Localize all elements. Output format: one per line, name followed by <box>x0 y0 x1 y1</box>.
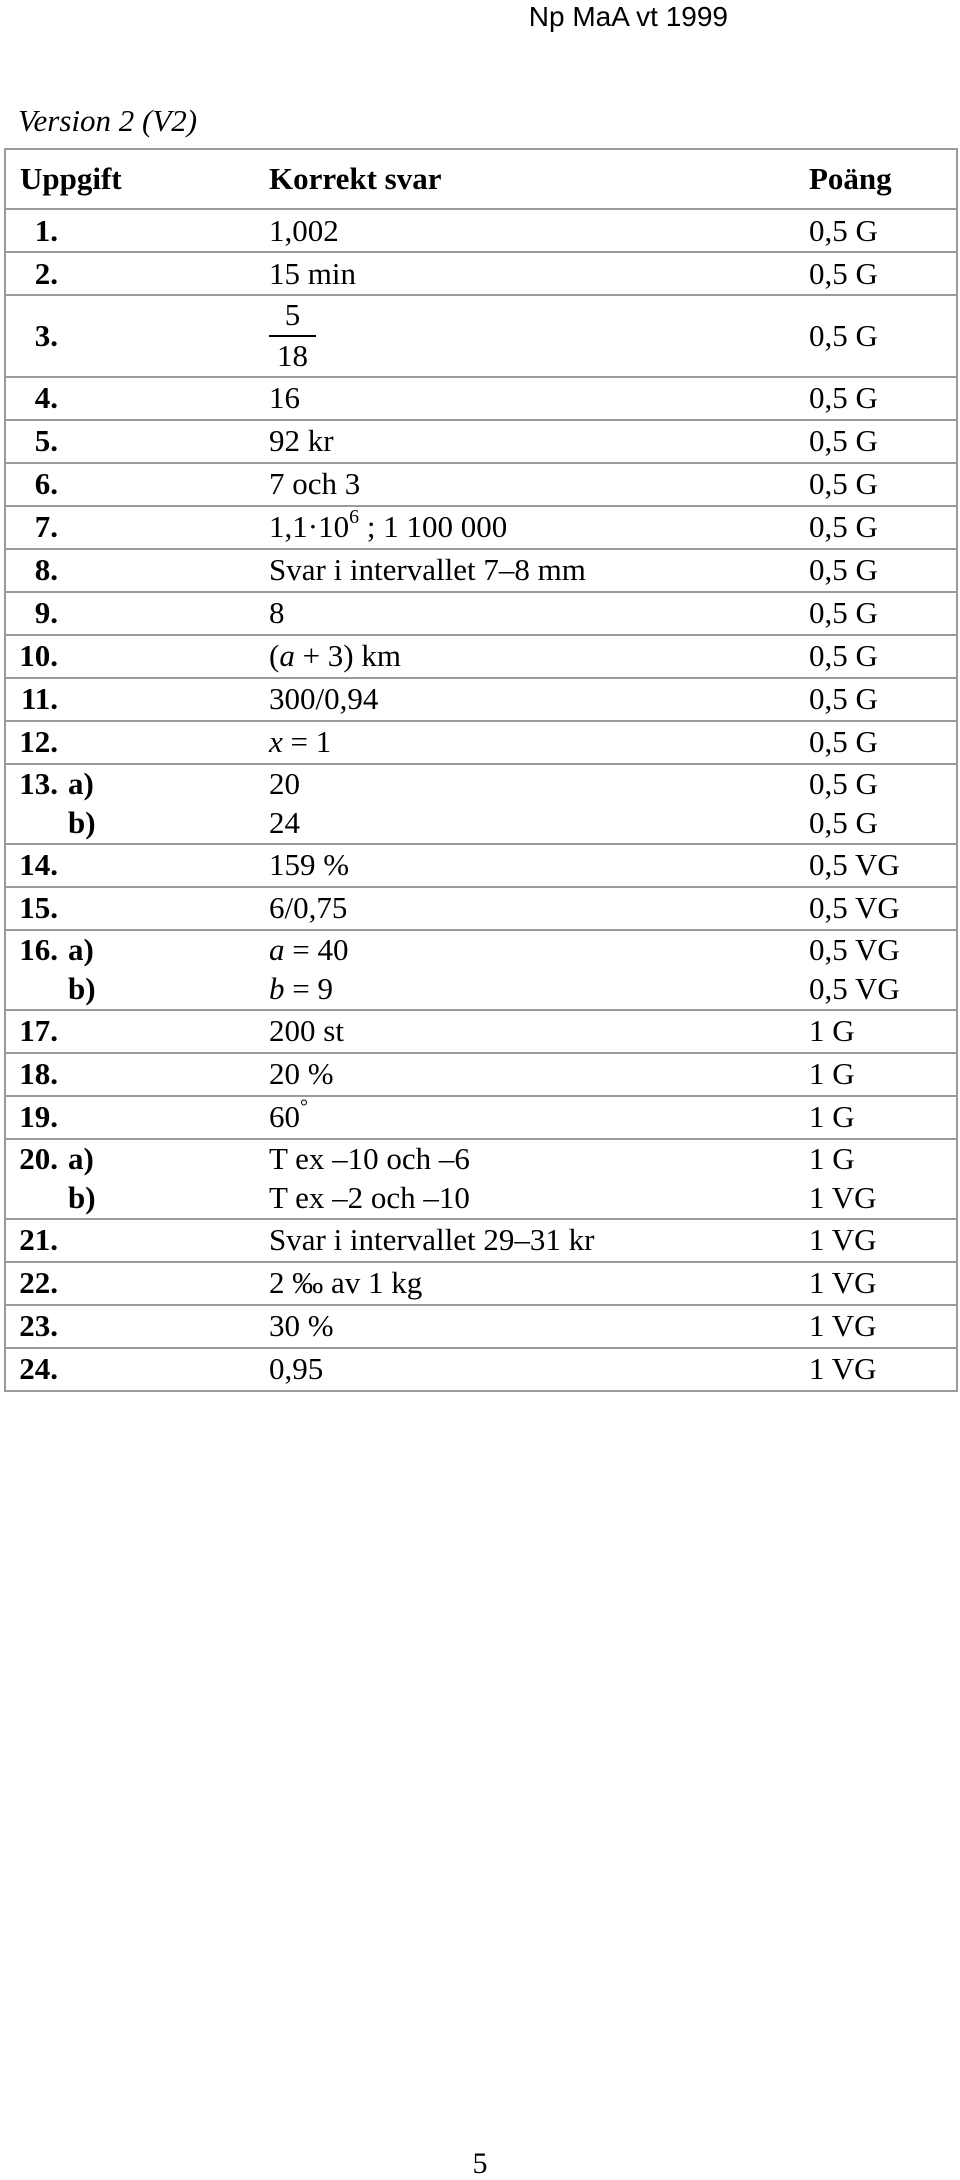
task-cell <box>5 377 253 420</box>
points-cell: 0,5 VG <box>809 844 957 887</box>
answer-suffix: = 40 <box>284 932 349 967</box>
points-cell: 0,5 G <box>809 592 957 635</box>
task-number: 8. <box>34 552 58 587</box>
answer-cell: 2 ‰ av 1 kg <box>253 1262 809 1305</box>
points-cell: 0,5 VG <box>809 970 957 1010</box>
points-cell: 0,5 G <box>809 635 957 678</box>
answer-variable: b <box>269 971 285 1006</box>
task-number: 13. <box>19 766 58 801</box>
table-row <box>5 887 957 930</box>
task-subpart: a) <box>68 1141 94 1176</box>
task-cell <box>5 1053 253 1096</box>
table-row <box>5 970 957 1010</box>
points-cell: 1 VG <box>809 1262 957 1305</box>
task-cell <box>5 1305 253 1348</box>
answer-rest: ; 1 100 000 <box>359 509 508 544</box>
answer-fraction <box>269 296 316 376</box>
task-cell <box>5 1139 253 1179</box>
task-subpart: b) <box>68 971 96 1006</box>
task-number: 14. <box>19 847 58 882</box>
answer-cell <box>253 721 809 764</box>
table-row <box>5 295 957 377</box>
task-cell <box>5 252 253 295</box>
answer-prefix: ( <box>269 638 280 673</box>
table-row <box>5 1305 957 1348</box>
task-subpart: b) <box>68 1180 96 1215</box>
answer-cell: 20 % <box>253 1053 809 1096</box>
points-cell: 0,5 G <box>809 252 957 295</box>
table-row <box>5 844 957 887</box>
table-row <box>5 678 957 721</box>
answer-cell: 92 kr <box>253 420 809 463</box>
table-row <box>5 420 957 463</box>
answer-cell <box>253 970 809 1010</box>
task-cell <box>5 420 253 463</box>
answer-cell <box>253 1096 809 1139</box>
task-cell <box>5 1262 253 1305</box>
answer-variable: x <box>269 724 283 759</box>
task-number: 4. <box>34 380 58 415</box>
answer-cell: 24 <box>269 805 300 840</box>
task-cell <box>5 1010 253 1053</box>
answer-base: 60 <box>269 1099 300 1134</box>
answer-suffix: + 3) km <box>294 638 401 673</box>
points-cell: 0,5 G <box>809 678 957 721</box>
table-row <box>5 1096 957 1139</box>
task-cell <box>5 764 253 804</box>
task-number: 24. <box>19 1351 58 1386</box>
table-row <box>5 1262 957 1305</box>
task-subpart: a) <box>68 932 94 967</box>
answer-cell: 15 min <box>253 252 809 295</box>
header-task: Uppgift <box>5 149 253 209</box>
header-points: Poäng <box>809 149 957 209</box>
page-number: 5 <box>472 2147 488 2180</box>
answer-cell <box>253 506 809 549</box>
answer-cell: 6/0,75 <box>253 887 809 930</box>
points-cell: 1 G <box>809 1010 957 1053</box>
points-cell: 0,5 VG <box>809 930 957 970</box>
answer-cell: Svar i intervallet 29–31 kr <box>253 1219 809 1262</box>
fraction-numerator: 5 <box>269 296 316 337</box>
table-row <box>5 930 957 970</box>
table-row <box>5 592 957 635</box>
answer-cell: T ex –10 och –6 <box>253 1139 809 1179</box>
task-cell <box>5 1179 253 1219</box>
table-row <box>5 549 957 592</box>
answer-cell: 16 <box>253 377 809 420</box>
answer-cell: 0,95 <box>253 1348 809 1391</box>
points-cell: 0,5 G <box>809 721 957 764</box>
table-row <box>5 1219 957 1262</box>
points-cell: 1 VG <box>809 1305 957 1348</box>
answer-table <box>4 148 958 1392</box>
answer-cell <box>253 635 809 678</box>
answer-cell: 8 <box>253 592 809 635</box>
task-number: 9. <box>34 595 58 630</box>
task-cell <box>5 549 253 592</box>
task-number: 19. <box>19 1099 58 1134</box>
table-row <box>5 1348 957 1391</box>
task-cell <box>5 506 253 549</box>
answer-exponent: 6 <box>349 506 360 528</box>
table-row <box>5 1179 957 1219</box>
answer-variable: a <box>269 932 285 967</box>
header-answer: Korrekt svar <box>253 149 809 209</box>
task-number: 16. <box>19 932 58 967</box>
answer-base: 1,1·10 <box>269 509 350 544</box>
answer-cell <box>253 295 809 377</box>
table-row <box>5 721 957 764</box>
answer-cell: 20 <box>253 764 809 804</box>
task-number: 5. <box>34 423 58 458</box>
task-cell <box>5 721 253 764</box>
task-number: 10. <box>19 638 58 673</box>
task-cell <box>5 295 253 377</box>
answer-cell: 7 och 3 <box>253 463 809 506</box>
task-cell <box>5 209 253 252</box>
task-number: 17. <box>19 1013 58 1048</box>
answer-cell: 1,002 <box>253 209 809 252</box>
task-subpart: b) <box>68 805 96 840</box>
table-row <box>5 463 957 506</box>
table-row <box>5 1053 957 1096</box>
task-cell <box>5 1348 253 1391</box>
points-cell: 1 G <box>809 1139 957 1179</box>
task-number: 23. <box>19 1308 58 1343</box>
task-number: 18. <box>19 1056 58 1091</box>
answer-suffix: = 9 <box>284 971 333 1006</box>
task-cell <box>5 930 253 970</box>
points-cell: 0,5 G <box>809 377 957 420</box>
task-number: 3. <box>34 317 58 353</box>
answer-cell: 159 % <box>253 844 809 887</box>
task-subpart: a) <box>68 766 94 801</box>
task-number: 7. <box>34 509 58 544</box>
table-row <box>5 252 957 295</box>
task-cell <box>5 887 253 930</box>
task-cell <box>5 804 253 844</box>
points-cell: 0,5 G <box>809 420 957 463</box>
answer-exponent: ° <box>300 1096 308 1118</box>
task-number: 20. <box>19 1141 58 1176</box>
version-label: Version 2 (V2) <box>18 103 198 138</box>
task-number: 22. <box>19 1265 58 1300</box>
answer-suffix: = 1 <box>282 724 332 759</box>
table-row <box>5 635 957 678</box>
task-number: 11. <box>20 681 58 716</box>
task-cell <box>5 970 253 1010</box>
document-header: Np MaA vt 1999 <box>528 1 728 32</box>
table-row <box>5 209 957 252</box>
table-row <box>5 1139 957 1179</box>
table-row <box>5 804 957 844</box>
task-cell <box>5 844 253 887</box>
task-cell <box>5 1096 253 1139</box>
points-cell: 0,5 G <box>809 764 957 804</box>
points-cell: 1 VG <box>809 1219 957 1262</box>
points-cell: 0,5 G <box>809 209 957 252</box>
answer-cell <box>253 930 809 970</box>
fraction-denominator: 18 <box>277 337 308 373</box>
table-row <box>5 764 957 804</box>
table-row <box>5 506 957 549</box>
points-cell: 0,5 G <box>809 549 957 592</box>
answer-variable: a <box>279 638 295 673</box>
answer-cell: 200 st <box>253 1010 809 1053</box>
task-number: 21. <box>19 1222 58 1257</box>
table-header-row <box>5 149 957 209</box>
task-cell <box>5 678 253 721</box>
task-number: 15. <box>19 890 58 925</box>
task-number: 6. <box>34 466 58 501</box>
task-cell <box>5 463 253 506</box>
answer-cell: 30 % <box>253 1305 809 1348</box>
answer-cell: 300/0,94 <box>253 678 809 721</box>
task-number: 2. <box>34 255 58 291</box>
answer-cell: T ex –2 och –10 <box>269 1180 470 1215</box>
task-number: 1. <box>34 212 58 248</box>
task-cell <box>5 635 253 678</box>
points-cell: 0,5 G <box>809 804 957 844</box>
points-cell: 0,5 G <box>809 295 957 377</box>
task-cell <box>5 592 253 635</box>
points-cell: 1 G <box>809 1053 957 1096</box>
points-cell: 0,5 G <box>809 463 957 506</box>
task-number: 12. <box>19 724 58 759</box>
points-cell: 1 G <box>809 1096 957 1139</box>
table-row <box>5 1010 957 1053</box>
answer-cell: Svar i intervallet 7–8 mm <box>253 549 809 592</box>
task-cell <box>5 1219 253 1262</box>
points-cell: 1 VG <box>809 1179 957 1219</box>
points-cell: 0,5 VG <box>809 887 957 930</box>
points-cell: 1 VG <box>809 1348 957 1391</box>
points-cell: 0,5 G <box>809 506 957 549</box>
table-row <box>5 377 957 420</box>
